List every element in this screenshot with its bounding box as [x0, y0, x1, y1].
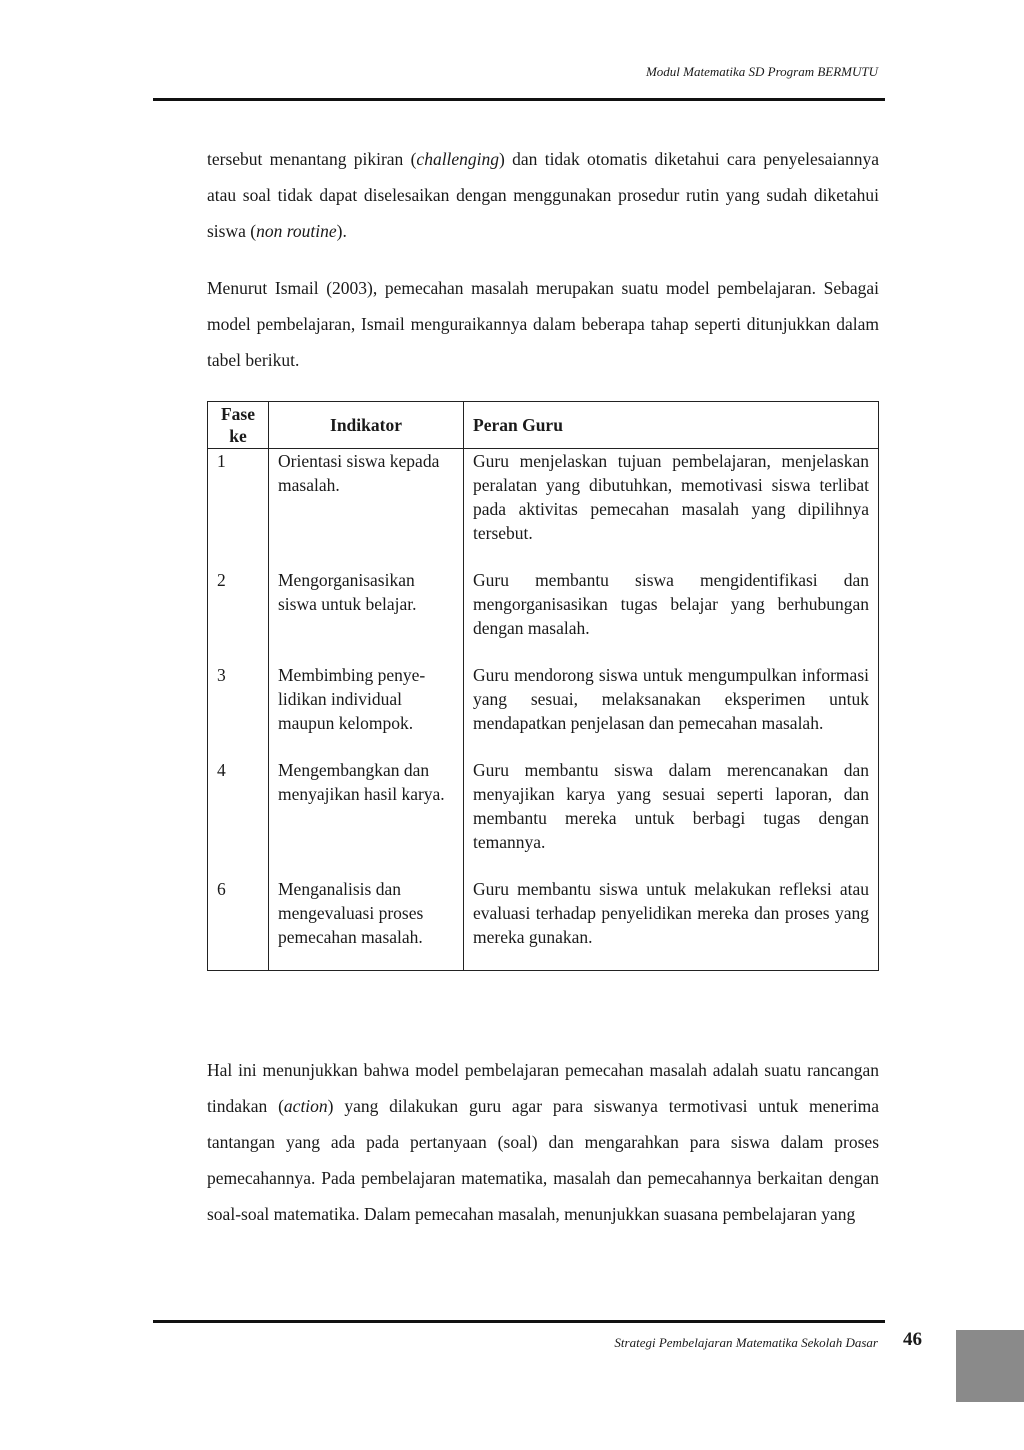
cell-fase: 4 — [208, 758, 269, 877]
table-row — [208, 758, 879, 877]
cell-fase: 3 — [208, 663, 269, 758]
cell-fase: 1 — [208, 449, 269, 569]
paragraph-conclusion-text-1: Hal ini menunjukkan bahwa model pembelajaran pemecahan masalah adalah suatu rancangan tindakan ( — [207, 1060, 879, 1116]
term-action: action — [283, 1096, 328, 1116]
paragraph-intro-text-2: ) dan tidak otomatis diketahui cara penyelesaiannya atau soal tidak dapat diselesaikan dengan menggunakan prosedur rutin yang sudah diketahui siswa ( — [207, 149, 879, 241]
term-challenging: challenging — [416, 149, 500, 169]
cell-peran-guru: Guru mendorong siswa untuk mengumpulkan informasi yang sesuai, melaksanakan eksperimen untuk mendapatkan penjelasan dan pemecahan masalah. — [464, 663, 879, 758]
cell-indikator: Orientasi siswa kepada masalah. — [269, 449, 464, 569]
table-row — [208, 663, 879, 758]
cell-peran-guru: Guru menjelaskan tujuan pembelajaran, menjelaskan peralatan yang dibutuhkan, memotivasi siswa terlibat pada aktivitas pemecahan masalah yang dipilihnya tersebut. — [464, 449, 879, 569]
paragraph-conclusion-text-2: ) yang dilakukan guru agar para siswanya termotivasi untuk menerima tantangan yang ada pada pertanyaan (soal) dan mengarahkan para siswa dalam proses pemecahannya. Pada pembelajaran matematika, masalah dan pemecahannya berkaitan dengan soal-soal matematika. Dalam pemecahan masalah, menunjukkan suasana pembelajaran yang — [207, 1096, 879, 1224]
page-tab-marker — [956, 1330, 1024, 1402]
cell-fase: 2 — [208, 568, 269, 663]
table-row — [208, 568, 879, 663]
running-header: Modul Matematika SD Program BERMUTU — [645, 64, 878, 79]
paragraph-conclusion — [207, 1052, 879, 1232]
table-row — [208, 877, 879, 971]
header-divider — [153, 98, 885, 101]
cell-indikator: Membimbing penye-lidikan individual maupun kelompok. — [269, 663, 464, 758]
header-fase: Fase ke — [208, 402, 269, 449]
phase-table — [207, 401, 879, 971]
table-header-row — [208, 402, 879, 449]
cell-peran-guru: Guru membantu siswa mengidentifikasi dan mengorganisasikan tugas belajar yang berhubungan dengan masalah. — [464, 568, 879, 663]
header-peran-guru: Peran Guru — [464, 402, 879, 449]
cell-fase: 6 — [208, 877, 269, 971]
paragraph-intro-text-1: tersebut menantang pikiran ( — [207, 149, 417, 169]
footer-divider — [153, 1320, 885, 1323]
paragraph-intro — [207, 141, 879, 249]
term-non-routine: non routine — [256, 221, 337, 241]
running-footer: Strategi Pembelajaran Matematika Sekolah Dasar — [614, 1335, 878, 1350]
paragraph-intro-text-3: ). — [336, 221, 347, 241]
cell-peran-guru: Guru membantu siswa untuk melakukan refleksi atau evaluasi terhadap penyelidikan mereka dan proses yang mereka gunakan. — [464, 877, 879, 971]
cell-indikator: Menganalisis dan mengevaluasi proses pemecahan masalah. — [269, 877, 464, 971]
cell-peran-guru: Guru membantu siswa dalam merencanakan dan menyajikan karya yang sesuai seperti laporan, dan membantu mereka untuk berbagi tugas dengan temannya. — [464, 758, 879, 877]
cell-indikator: Mengembangkan dan menyajikan hasil karya. — [269, 758, 464, 877]
cell-indikator: Mengorganisasikan siswa untuk belajar. — [269, 568, 464, 663]
paragraph-ismail: Menurut Ismail (2003), pemecahan masalah merupakan suatu model pembelajaran. Sebagai model pembelajaran, Ismail menguraikannya dalam beberapa tahap seperti ditunjukkan dalam tabel berikut. — [207, 278, 879, 370]
header-indikator: Indikator — [269, 402, 464, 449]
table-row — [208, 449, 879, 569]
page-number: 46 — [903, 1329, 922, 1350]
